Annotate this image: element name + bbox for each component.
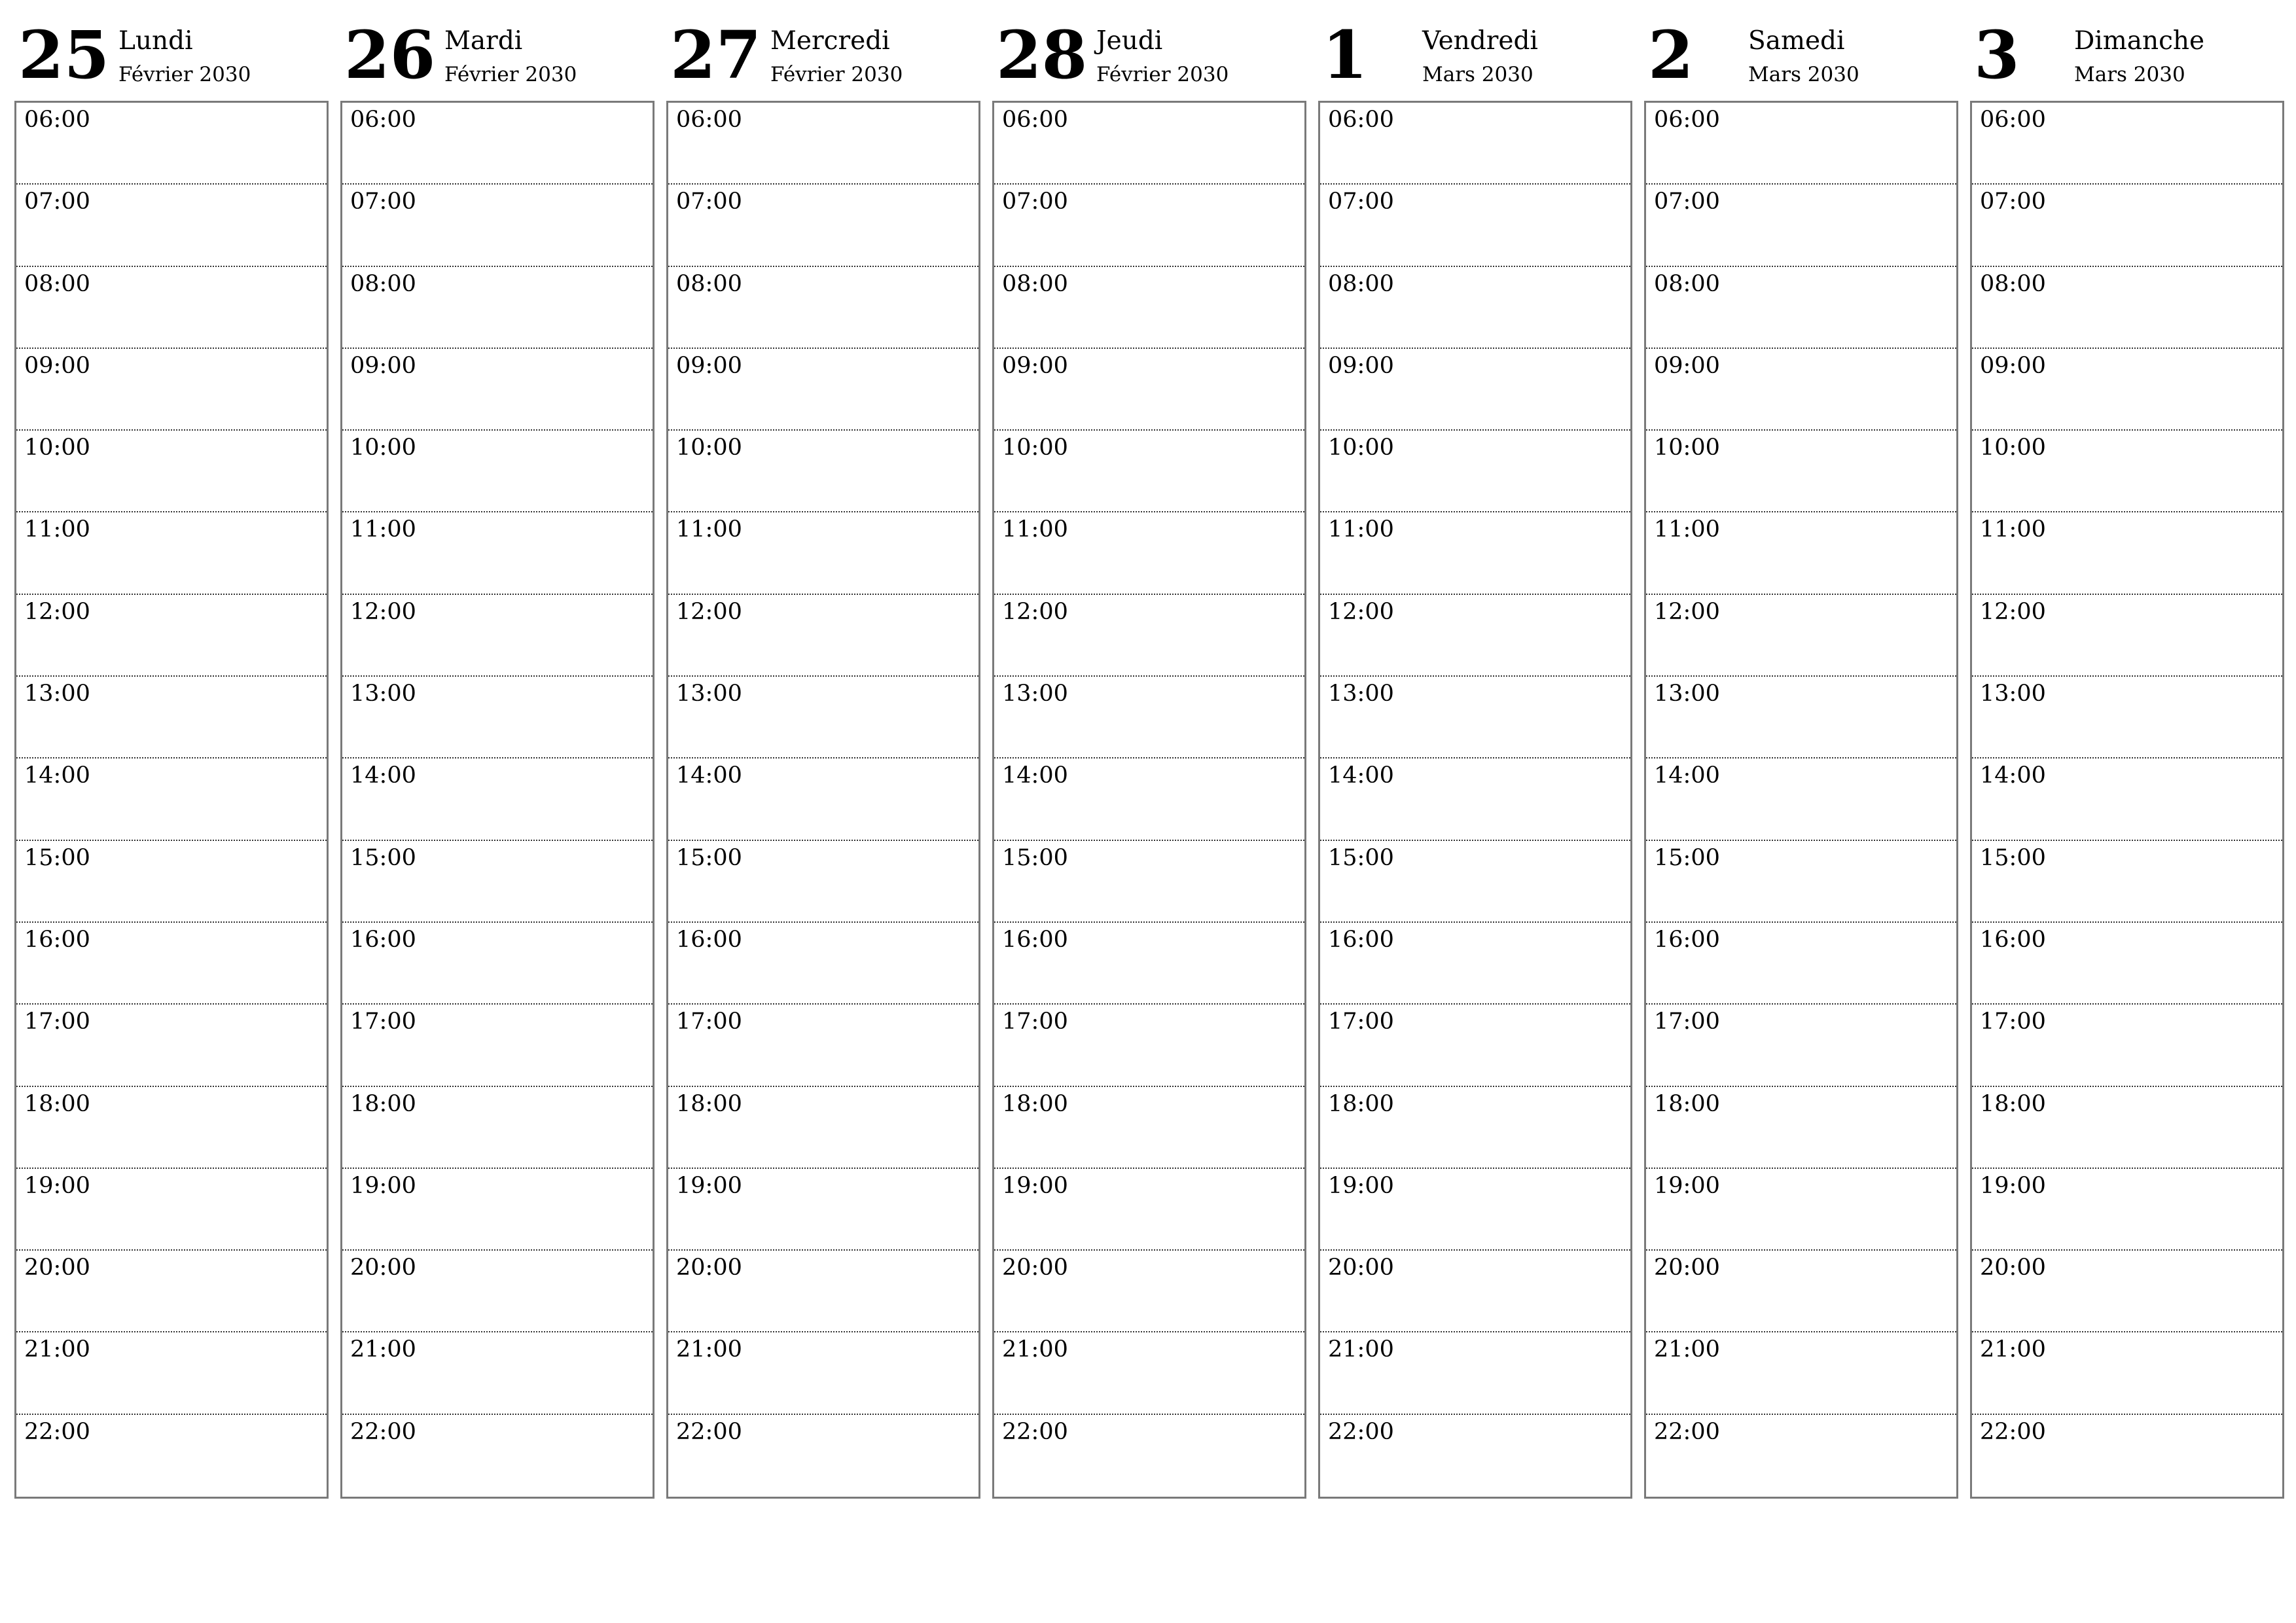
hour-label: 15:00: [676, 844, 742, 871]
hour-grid: [992, 101, 1306, 1499]
hour-label: 19:00: [350, 1172, 416, 1199]
hour-slot[interactable]: [994, 103, 1304, 185]
hour-label: 14:00: [350, 762, 416, 789]
hour-label: 13:00: [1002, 681, 1068, 707]
hour-slot[interactable]: [16, 841, 327, 923]
hour-slot[interactable]: [668, 512, 978, 594]
hour-slot[interactable]: [342, 1251, 653, 1332]
hour-label: 20:00: [1002, 1255, 1068, 1281]
hour-slot[interactable]: [994, 431, 1304, 512]
day-column: [666, 0, 979, 1500]
hour-slot[interactable]: [994, 1251, 1304, 1332]
hour-slot[interactable]: [994, 1169, 1304, 1251]
weekday-name: Lundi: [118, 26, 193, 56]
day-header: [340, 0, 653, 98]
hour-slot[interactable]: [1646, 185, 1956, 266]
hour-label: 10:00: [350, 435, 416, 461]
hour-slot[interactable]: [342, 677, 653, 758]
hour-label: 07:00: [1980, 188, 2046, 215]
hour-slot[interactable]: [668, 758, 978, 840]
hour-slot[interactable]: [668, 1415, 978, 1497]
hour-slot[interactable]: [1320, 1332, 1630, 1414]
hour-slot[interactable]: [16, 431, 327, 512]
hour-label: 17:00: [24, 1008, 90, 1035]
hour-label: 20:00: [1980, 1255, 2046, 1281]
weekday-name: Mercredi: [770, 26, 890, 56]
hour-slot[interactable]: [1972, 267, 2282, 349]
hour-label: 09:00: [1328, 352, 1394, 379]
hour-label: 21:00: [1002, 1336, 1068, 1363]
month-year: Mars 2030: [2074, 63, 2185, 86]
hour-label: 19:00: [1328, 1172, 1394, 1199]
hour-slot[interactable]: [16, 349, 327, 431]
hour-slot[interactable]: [1972, 431, 2282, 512]
day-column: [340, 0, 653, 1500]
hour-slot[interactable]: [668, 103, 978, 185]
hour-label: 14:00: [1002, 762, 1068, 789]
hour-slot[interactable]: [994, 1005, 1304, 1086]
hour-label: 11:00: [1002, 516, 1068, 543]
hour-label: 06:00: [1002, 107, 1068, 133]
hour-slot[interactable]: [1646, 1005, 1956, 1086]
hour-label: 12:00: [24, 598, 90, 625]
hour-slot[interactable]: [1320, 1087, 1630, 1169]
hour-slot[interactable]: [994, 841, 1304, 923]
hour-label: 09:00: [1654, 352, 1720, 379]
hour-label: 07:00: [350, 188, 416, 215]
day-column: [1318, 0, 1631, 1500]
hour-label: 16:00: [676, 926, 742, 953]
hour-label: 20:00: [350, 1255, 416, 1281]
hour-label: 06:00: [1980, 107, 2046, 133]
hour-label: 08:00: [24, 270, 90, 297]
hour-slot[interactable]: [342, 1169, 653, 1251]
month-year: Mars 2030: [1422, 63, 1534, 86]
hour-slot[interactable]: [668, 1005, 978, 1086]
hour-slot[interactable]: [994, 1332, 1304, 1414]
weekday-name: Dimanche: [2074, 26, 2205, 56]
hour-slot[interactable]: [1646, 1087, 1956, 1169]
hour-label: 20:00: [676, 1255, 742, 1281]
hour-slot[interactable]: [1320, 267, 1630, 349]
hour-label: 11:00: [1654, 516, 1720, 543]
hour-label: 15:00: [350, 844, 416, 871]
hour-label: 18:00: [1002, 1090, 1068, 1117]
hour-slot[interactable]: [1320, 185, 1630, 266]
day-column: [992, 0, 1305, 1500]
hour-slot[interactable]: [1972, 1087, 2282, 1169]
day-column: [14, 0, 327, 1500]
hour-slot[interactable]: [1320, 1415, 1630, 1497]
hour-slot[interactable]: [342, 1005, 653, 1086]
hour-slot[interactable]: [1320, 431, 1630, 512]
hour-slot[interactable]: [1646, 512, 1956, 594]
hour-label: 12:00: [1328, 598, 1394, 625]
hour-label: 07:00: [1002, 188, 1068, 215]
hour-label: 06:00: [676, 107, 742, 133]
hour-slot[interactable]: [1646, 103, 1956, 185]
hour-label: 08:00: [1980, 270, 2046, 297]
hour-label: 15:00: [1980, 844, 2046, 871]
hour-slot[interactable]: [1972, 1415, 2282, 1497]
hour-label: 14:00: [1328, 762, 1394, 789]
hour-slot[interactable]: [668, 1169, 978, 1251]
hour-label: 22:00: [1002, 1418, 1068, 1445]
hour-slot[interactable]: [1646, 431, 1956, 512]
hour-slot[interactable]: [16, 758, 327, 840]
hour-label: 12:00: [1654, 598, 1720, 625]
hour-slot[interactable]: [994, 758, 1304, 840]
hour-label: 18:00: [676, 1090, 742, 1117]
hour-label: 08:00: [676, 270, 742, 297]
hour-label: 11:00: [350, 516, 416, 543]
hour-slot[interactable]: [1320, 923, 1630, 1005]
day-header: [666, 0, 979, 98]
hour-label: 17:00: [1980, 1008, 2046, 1035]
hour-label: 06:00: [1654, 107, 1720, 133]
hour-slot[interactable]: [342, 1415, 653, 1497]
hour-slot[interactable]: [668, 1087, 978, 1169]
hour-label: 11:00: [1980, 516, 2046, 543]
hour-slot[interactable]: [16, 923, 327, 1005]
month-year: Février 2030: [770, 63, 903, 86]
hour-label: 22:00: [1980, 1418, 2046, 1445]
hour-label: 13:00: [1980, 681, 2046, 707]
hour-slot[interactable]: [1646, 1332, 1956, 1414]
hour-grid: [14, 101, 329, 1499]
hour-label: 13:00: [350, 681, 416, 707]
hour-label: 10:00: [24, 435, 90, 461]
hour-label: 19:00: [1002, 1172, 1068, 1199]
hour-slot[interactable]: [16, 677, 327, 758]
hour-label: 19:00: [1654, 1172, 1720, 1199]
hour-label: 21:00: [350, 1336, 416, 1363]
hour-slot[interactable]: [342, 923, 653, 1005]
hour-slot[interactable]: [668, 1251, 978, 1332]
hour-label: 18:00: [1328, 1090, 1394, 1117]
hour-label: 10:00: [1654, 435, 1720, 461]
hour-slot[interactable]: [1646, 595, 1956, 677]
hour-slot[interactable]: [1320, 677, 1630, 758]
hour-label: 14:00: [676, 762, 742, 789]
day-header: [1970, 0, 2283, 98]
hour-slot[interactable]: [994, 677, 1304, 758]
weekday-name: Vendredi: [1422, 26, 1538, 56]
hour-slot[interactable]: [16, 185, 327, 266]
hour-label: 07:00: [1654, 188, 1720, 215]
day-header: [1644, 0, 1957, 98]
hour-slot[interactable]: [1320, 1169, 1630, 1251]
month-year: Février 2030: [118, 63, 251, 86]
hour-slot[interactable]: [1972, 841, 2282, 923]
hour-slot[interactable]: [342, 758, 653, 840]
hour-slot[interactable]: [1320, 349, 1630, 431]
hour-label: 16:00: [1328, 926, 1394, 953]
hour-label: 13:00: [676, 681, 742, 707]
hour-label: 22:00: [24, 1418, 90, 1445]
hour-label: 16:00: [1980, 926, 2046, 953]
hour-label: 12:00: [676, 598, 742, 625]
hour-label: 10:00: [1328, 435, 1394, 461]
hour-slot[interactable]: [994, 512, 1304, 594]
day-number: 1: [1322, 16, 1368, 94]
hour-label: 13:00: [24, 681, 90, 707]
day-number: 26: [344, 16, 436, 94]
hour-label: 16:00: [350, 926, 416, 953]
hour-slot[interactable]: [994, 185, 1304, 266]
hour-label: 21:00: [1328, 1336, 1394, 1363]
hour-slot[interactable]: [1646, 267, 1956, 349]
hour-slot[interactable]: [1972, 758, 2282, 840]
hour-label: 15:00: [1654, 844, 1720, 871]
hour-label: 15:00: [1002, 844, 1068, 871]
hour-label: 11:00: [24, 516, 90, 543]
hour-slot[interactable]: [16, 1251, 327, 1332]
hour-slot[interactable]: [1320, 595, 1630, 677]
hour-label: 17:00: [350, 1008, 416, 1035]
hour-slot[interactable]: [1320, 841, 1630, 923]
hour-slot[interactable]: [16, 1332, 327, 1414]
hour-slot[interactable]: [994, 349, 1304, 431]
hour-slot[interactable]: [1646, 841, 1956, 923]
day-header: [992, 0, 1305, 98]
weekday-name: Samedi: [1748, 26, 1845, 56]
hour-slot[interactable]: [1972, 923, 2282, 1005]
hour-slot[interactable]: [342, 841, 653, 923]
hour-slot[interactable]: [994, 1087, 1304, 1169]
hour-label: 09:00: [1002, 352, 1068, 379]
hour-slot[interactable]: [1972, 677, 2282, 758]
hour-slot[interactable]: [1320, 1005, 1630, 1086]
hour-label: 18:00: [350, 1090, 416, 1117]
hour-slot[interactable]: [1646, 1251, 1956, 1332]
hour-label: 08:00: [350, 270, 416, 297]
hour-slot[interactable]: [1972, 1332, 2282, 1414]
hour-label: 10:00: [1002, 435, 1068, 461]
hour-slot[interactable]: [1320, 1251, 1630, 1332]
hour-slot[interactable]: [668, 1332, 978, 1414]
hour-label: 19:00: [24, 1172, 90, 1199]
day-header: [14, 0, 327, 98]
hour-label: 22:00: [1328, 1418, 1394, 1445]
hour-slot[interactable]: [1972, 349, 2282, 431]
hour-label: 06:00: [24, 107, 90, 133]
hour-label: 22:00: [676, 1418, 742, 1445]
hour-label: 17:00: [1328, 1008, 1394, 1035]
hour-slot[interactable]: [342, 349, 653, 431]
hour-slot[interactable]: [1972, 1251, 2282, 1332]
hour-slot[interactable]: [1972, 595, 2282, 677]
hour-label: 17:00: [1002, 1008, 1068, 1035]
hour-slot[interactable]: [1646, 677, 1956, 758]
hour-label: 08:00: [1002, 270, 1068, 297]
hour-slot[interactable]: [1972, 512, 2282, 594]
hour-label: 19:00: [676, 1172, 742, 1199]
hour-grid: [1318, 101, 1632, 1499]
hour-slot[interactable]: [668, 349, 978, 431]
hour-slot[interactable]: [16, 1087, 327, 1169]
hour-label: 08:00: [1328, 270, 1394, 297]
hour-label: 16:00: [1002, 926, 1068, 953]
hour-label: 20:00: [1328, 1255, 1394, 1281]
hour-grid: [340, 101, 655, 1499]
hour-slot[interactable]: [1972, 185, 2282, 266]
hour-label: 12:00: [1002, 598, 1068, 625]
hour-slot[interactable]: [16, 1005, 327, 1086]
weekly-planner: [14, 0, 2283, 1505]
hour-label: 16:00: [1654, 926, 1720, 953]
hour-slot[interactable]: [994, 595, 1304, 677]
hour-grid: [666, 101, 980, 1499]
hour-slot[interactable]: [1646, 758, 1956, 840]
hour-label: 20:00: [1654, 1255, 1720, 1281]
hour-slot[interactable]: [342, 185, 653, 266]
hour-label: 20:00: [24, 1255, 90, 1281]
month-year: Février 2030: [444, 63, 577, 86]
hour-label: 09:00: [676, 352, 742, 379]
hour-label: 07:00: [24, 188, 90, 215]
hour-slot[interactable]: [16, 512, 327, 594]
hour-label: 15:00: [24, 844, 90, 871]
hour-label: 15:00: [1328, 844, 1394, 871]
hour-label: 21:00: [24, 1336, 90, 1363]
hour-slot[interactable]: [342, 595, 653, 677]
day-number: 28: [996, 16, 1088, 94]
hour-label: 16:00: [24, 926, 90, 953]
hour-label: 10:00: [1980, 435, 2046, 461]
hour-slot[interactable]: [668, 185, 978, 266]
hour-grid: [1644, 101, 1958, 1499]
hour-slot[interactable]: [994, 267, 1304, 349]
day-column: [1644, 0, 1957, 1500]
hour-label: 11:00: [676, 516, 742, 543]
hour-slot[interactable]: [342, 431, 653, 512]
day-number: 2: [1648, 16, 1694, 94]
day-number: 27: [670, 16, 762, 94]
hour-slot[interactable]: [668, 431, 978, 512]
hour-slot[interactable]: [668, 923, 978, 1005]
hour-slot[interactable]: [1972, 1005, 2282, 1086]
hour-label: 22:00: [350, 1418, 416, 1445]
hour-label: 18:00: [1654, 1090, 1720, 1117]
hour-label: 09:00: [350, 352, 416, 379]
hour-slot[interactable]: [1320, 512, 1630, 594]
month-year: Mars 2030: [1748, 63, 1859, 86]
day-header: [1318, 0, 1631, 98]
hour-label: 17:00: [1654, 1008, 1720, 1035]
day-column: [1970, 0, 2283, 1500]
hour-slot[interactable]: [16, 267, 327, 349]
hour-label: 21:00: [1654, 1336, 1720, 1363]
hour-slot[interactable]: [994, 923, 1304, 1005]
hour-slot[interactable]: [668, 841, 978, 923]
month-year: Février 2030: [1096, 63, 1229, 86]
day-number: 25: [18, 16, 110, 94]
hour-label: 07:00: [1328, 188, 1394, 215]
hour-slot[interactable]: [668, 267, 978, 349]
hour-slot[interactable]: [1646, 1169, 1956, 1251]
hour-label: 14:00: [1654, 762, 1720, 789]
hour-slot[interactable]: [16, 595, 327, 677]
hour-slot[interactable]: [668, 595, 978, 677]
hour-slot[interactable]: [1972, 103, 2282, 185]
hour-label: 06:00: [1328, 107, 1394, 133]
hour-label: 10:00: [676, 435, 742, 461]
hour-label: 12:00: [350, 598, 416, 625]
hour-label: 18:00: [1980, 1090, 2046, 1117]
hour-label: 09:00: [1980, 352, 2046, 379]
hour-slot[interactable]: [1320, 103, 1630, 185]
hour-slot[interactable]: [1972, 1169, 2282, 1251]
hour-slot[interactable]: [1646, 1415, 1956, 1497]
hour-label: 08:00: [1654, 270, 1720, 297]
hour-label: 14:00: [24, 762, 90, 789]
hour-slot[interactable]: [1646, 349, 1956, 431]
hour-slot[interactable]: [342, 267, 653, 349]
hour-label: 12:00: [1980, 598, 2046, 625]
hour-slot[interactable]: [1320, 758, 1630, 840]
hour-slot[interactable]: [342, 1087, 653, 1169]
hour-slot[interactable]: [994, 1415, 1304, 1497]
hour-label: 13:00: [1328, 681, 1394, 707]
hour-label: 18:00: [24, 1090, 90, 1117]
weekday-name: Mardi: [444, 26, 523, 56]
hour-slot[interactable]: [16, 1415, 327, 1497]
hour-label: 11:00: [1328, 516, 1394, 543]
hour-label: 21:00: [1980, 1336, 2046, 1363]
hour-slot[interactable]: [668, 677, 978, 758]
day-number: 3: [1974, 16, 2020, 94]
hour-label: 07:00: [676, 188, 742, 215]
hour-label: 14:00: [1980, 762, 2046, 789]
hour-label: 06:00: [350, 107, 416, 133]
hour-slot[interactable]: [16, 103, 327, 185]
hour-slot[interactable]: [342, 103, 653, 185]
hour-slot[interactable]: [342, 1332, 653, 1414]
hour-label: 19:00: [1980, 1172, 2046, 1199]
hour-label: 17:00: [676, 1008, 742, 1035]
hour-slot[interactable]: [342, 512, 653, 594]
hour-label: 09:00: [24, 352, 90, 379]
hour-slot[interactable]: [1646, 923, 1956, 1005]
hour-grid: [1970, 101, 2284, 1499]
hour-label: 22:00: [1654, 1418, 1720, 1445]
hour-slot[interactable]: [16, 1169, 327, 1251]
hour-label: 13:00: [1654, 681, 1720, 707]
weekday-name: Jeudi: [1096, 26, 1163, 56]
hour-label: 21:00: [676, 1336, 742, 1363]
